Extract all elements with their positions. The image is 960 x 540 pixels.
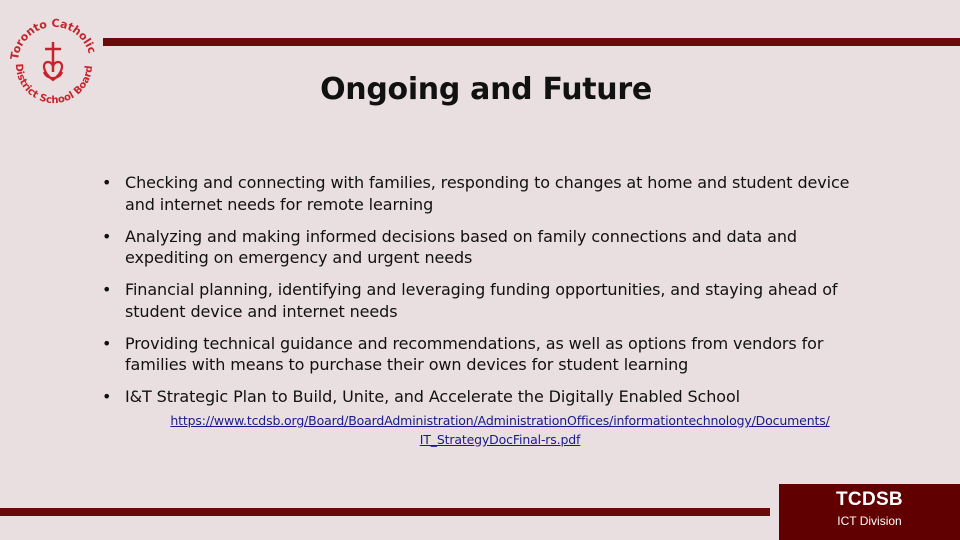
list-item [102, 172, 882, 215]
logo-text-top: Toronto Catholic [8, 16, 99, 61]
brand-box [779, 484, 960, 540]
bullet-icon: • [102, 333, 112, 353]
brand-name: TCDSB [836, 489, 903, 510]
bullet-list [102, 172, 882, 418]
bullet-text: Financial planning, identifying and leveraging funding opportunities, and staying ahead of student device and internet needs [125, 280, 838, 321]
top-divider-bar [103, 38, 960, 46]
list-item [102, 386, 882, 408]
link-line-2[interactable]: IT_StrategyDocFinal-rs.pdf [419, 432, 581, 447]
logo-text-bottom: District School Board [12, 63, 96, 107]
bullet-text: Analyzing and making informed decisions based on family connections and data and expediting on emergency and urgent needs [125, 226, 797, 267]
bottom-divider-bar [0, 508, 770, 516]
bullet-icon: • [102, 280, 112, 299]
list-item [102, 279, 882, 322]
bullet-text: Checking and connecting with families, responding to changes at home and student device and internet needs for remote learning [125, 173, 850, 214]
strategy-document-link[interactable] [135, 411, 865, 449]
link-line-1[interactable]: https://www.tcdsb.org/Board/BoardAdministration/AdministrationOffices/informationtechnology/Documents/ [170, 413, 830, 428]
bullet-icon: • [102, 387, 112, 406]
bullet-icon: • [102, 226, 112, 246]
bullet-text: Providing technical guidance and recommendations, as well as options from vendors for families with means to purchase their own devices for student learning [125, 333, 824, 374]
bullet-text: I&T Strategic Plan to Build, Unite, and Accelerate the Digitally Enabled School [125, 387, 741, 406]
list-item [102, 226, 882, 269]
bullet-icon: • [102, 173, 112, 192]
slide-title: Ongoing and Future [320, 72, 652, 107]
brand-division: ICT Division [837, 514, 902, 528]
list-item [102, 333, 882, 376]
